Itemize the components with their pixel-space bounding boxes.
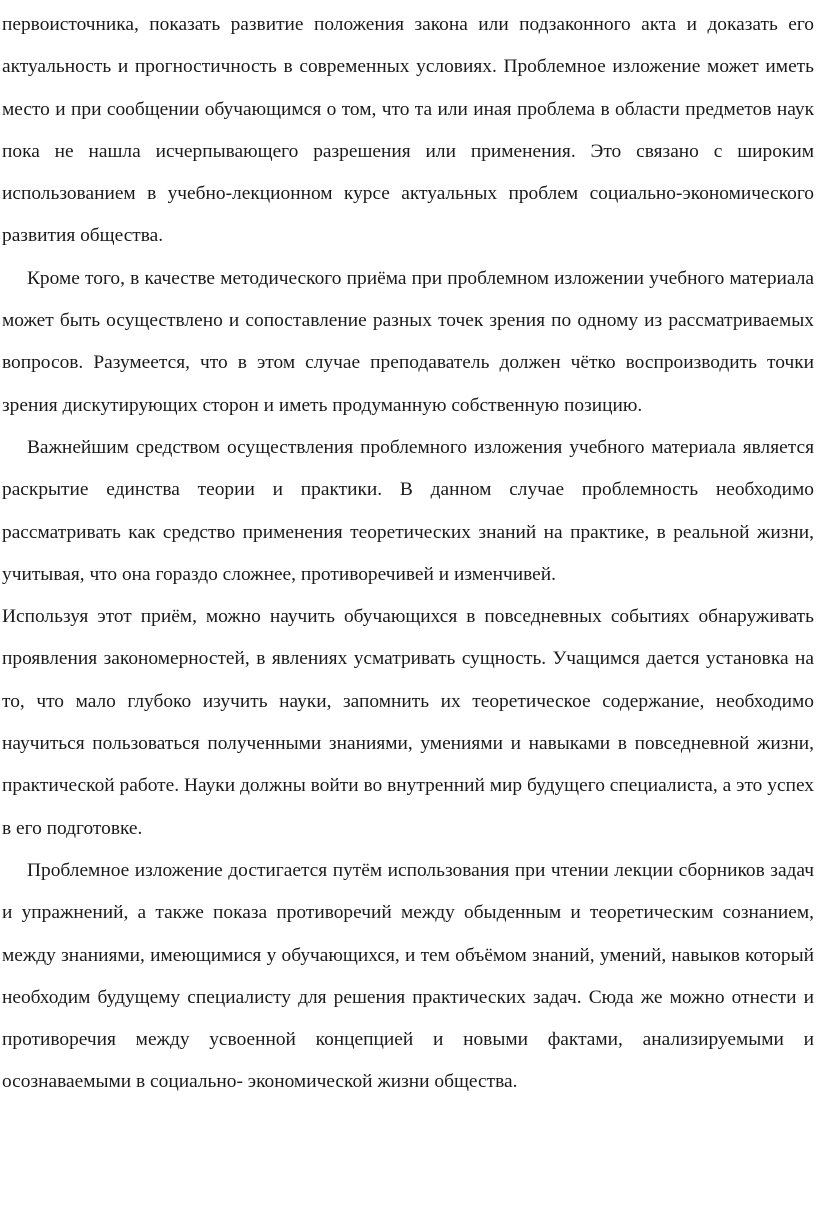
paragraph-5: Проблемное изложение достигается путём использования при чтении лекции сборников задач и упражнений, а также показа противоречий между обыденным и теоретическим сознанием, между знаниями, имеющимися у обучающихся, и тем объёмом знаний, умений, навыков который необходим будущему специалисту для решения практических задач. Сюда же можно отнести и противоречия между усвоенной концепцией и новыми фактами, анализируемыми и осознаваемыми в социально- экономической жизни общества.: [2, 859, 814, 1093]
paragraph-4: Используя этот приём, можно научить обучающихся в повседневных событиях обнаруживать проявления закономерностей, в явлениях усматривать сущность. Учащимся дается установка на то, что мало глубоко изучить науки, запомнить их теоретическое содержание, необходимо научиться пользоваться полученными знаниями, умениями и навыками в повседневной жизни, практической работе. Науки должны войти во внутренний мир будущего специалиста, а это успех в его подготовке.: [2, 606, 814, 839]
paragraph-1: первоисточника, показать развитие положения закона или подзаконного акта и доказать его актуальность и прогностичность в современных условиях. Проблемное изложение может иметь место и при сообщении обучающимся о том, что та или иная проблема в области предметов наук пока не нашла исчерпывающего разрешения или применения. Это связано с широким использованием в учебно-лекционном курсе актуальных проблем социально-экономического развития общества.: [2, 14, 814, 247]
paragraph-3: Важнейшим средством осуществления проблемного изложения учебного материала является раскрытие единства теории и практики. В данном случае проблемность необходимо рассматривать как средство применения теоретических знаний на практике, в реальной жизни, учитывая, что она гораздо сложнее, противоречивей и изменчивей.: [2, 436, 814, 585]
paragraph-2: Кроме того, в качестве методического приёма при проблемном изложении учебного материала может быть осуществлено и сопоставление разных точек зрения по одному из рассматриваемых вопросов. Разумеется, что в этом случае преподаватель должен чётко воспроизводить точки зрения дискутирующих сторон и иметь продуманную собственную позицию.: [2, 267, 814, 416]
